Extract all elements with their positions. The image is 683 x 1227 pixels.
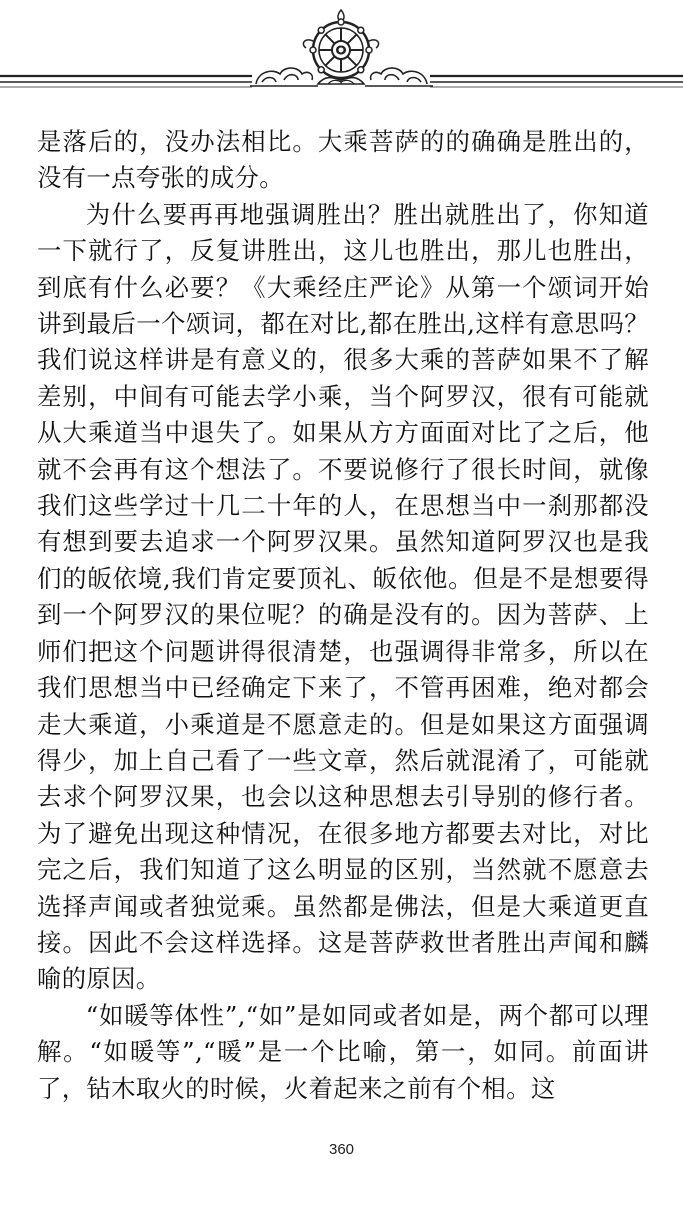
page-number: 360 — [328, 1141, 355, 1158]
paragraph-2: 为什么要再再地强调胜出？胜出就胜出了，你知道一下就行了，反复讲胜出，这儿也胜出，那儿也胜出，到底有什么必要？《大乘经庄严论》从第一个颂词开始讲到最后一个颂词，都在对比,都在胜出,这样有意思吗？我们说这样讲是有意义的，很多大乘的菩萨如果不了解差别，中间有可能去学小乘，当个阿罗汉，很有可能就从大乘道当中退失了。如果从方方面面对比了之后，他就不会再有这个想法了。不要说修行了很长时间，就像我们这些学过十几二十年的人，在思想当中一刹那都没有想到要去追求一个阿罗汉果。虽然知道阿罗汉也是我们的皈依境,我们肯定要顶礼、皈依他。但是不是想要得到一个阿罗汉的果位呢？的确是没有的。因为菩萨、上师们把这个问题讲得很清楚，也强调得非常多，所以在我们思想当中已经确定下来了，不管再困难，绝对都会走大乘道，小乘道是不愿意走的。但是如果这方面强调得少，加上自己看了一些文章，然后就混淆了，可能就去求个阿罗汉果，也会以这种思想去引导别的修行者。为了避免出现这种情况，在很多地方都要去对比，对比完之后，我们知道了这么明显的区别，当然就不愿意去选择声闻或者独觉乘。虽然都是佛法，但是大乘道更直接。因此不会这样选择。这是菩萨救世者胜出声闻和麟喻的原因。 — [37, 199, 649, 994]
header-ornament — [0, 0, 683, 120]
paragraph-3: “如暖等体性”,“如”是如同或者如是，两个都可以理解。“如暖等”,“暖”是一个比喻，第一，如同。前面讲了，钻木取火的时候，火着起来之前有个相。这 — [37, 1000, 649, 1103]
paragraph-1: 是落后的，没办法相比。大乘菩萨的的确确是胜出的，没有一点夸张的成分。 — [37, 127, 649, 193]
body-text — [37, 124, 649, 1107]
page-header — [0, 0, 683, 120]
